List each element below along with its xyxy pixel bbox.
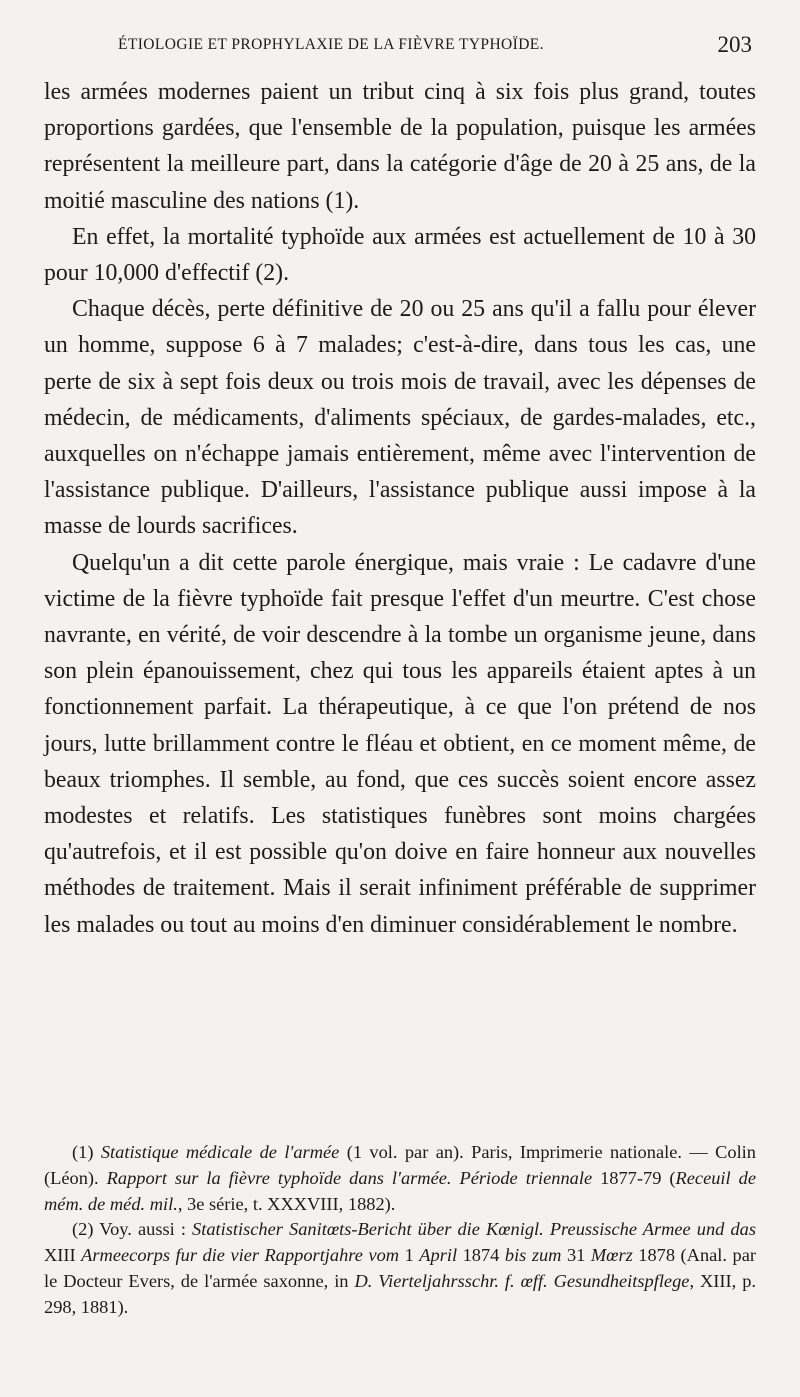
footnote-title: Statistique médicale de l'armée [100,1142,340,1162]
footnote-title: D. Vierteljahrsschr. f. œff. Gesundheitspflege [354,1270,690,1291]
footnote-title: April [419,1245,458,1266]
footnote-text: 31 [561,1245,591,1266]
footnote-text: XIII [44,1245,82,1266]
footnote-text: 1874 [457,1245,505,1266]
footnote-2 [44,1217,756,1320]
footnote-title: Receuil de mém. de méd. mil. [44,1167,756,1214]
paragraph-continued: les armées modernes paient un tribut cinq à six fois plus grand, toutes proportions gardées, que l'ensemble de la population, puisque les armées représentent la meilleure part, dans la catégorie d'âge de 20 à 25 ans, de la moitié masculine des nations (1). [44,79,756,214]
footnote-marker: (2) [72,1219,94,1240]
footnote-author: Colin (Léon). [44,1142,756,1188]
paragraph-therapy: Quelqu'un a dit cette parole énergique, mais vraie : Le cadavre d'une victime de la fièvre typhoïde fait presque l'effet d'un meurtre. C'est chose navrante, en vérité, de voir descendre à la tombe un organisme jeune, dans son plein épanouissement, chez qui tous les appareils étaient aptes à un fonctionnement parfait. La thérapeutique, à ce que l'on prétend de nos jours, lutte brillamment contre le fléau et obtient, en ce moment même, de beaux triomphes. Il semble, au fond, que ces succès soient encore assez modestes et relatifs. Les statistiques funèbres sont moins chargées qu'autrefois, et il est possible qu'on doive en faire honneur aux nouvelles méthodes de traitement. Mais il serait infiniment préférable de supprimer les malades ou tout au moins d'en diminuer considérablement le nombre. [44,549,756,938]
footnote-title: Statistischer Sanitœts-Bericht über die Kœnigl. Preussische Armee und das [192,1219,757,1240]
footnote-text: , XIII, p. 298, 1881). [44,1270,756,1317]
footnote-text: 1877-79 ( [592,1167,676,1188]
footnote-text: 1 [399,1245,420,1266]
footnote-text: , 3e série, t. XXXVIII, 1882). [177,1193,396,1214]
footnote-title: Mœrz [590,1245,633,1266]
paragraph-cost: Chaque décès, perte définitive de 20 ou 25 ans qu'il a fallu pour élever un homme, suppose 6 à 7 malades; c'est-à-dire, dans tous les cas, une perte de six à sept fois deux ou trois mois de travail, avec les dépenses de médecin, de médicaments, d'aliments spéciaux, de gardes-malades, etc., auxquelles on n'échappe jamais entièrement, même avec l'intervention de l'assistance publique. D'ailleurs, l'assistance publique aussi impose à la masse de lourds sacrifices. [44,296,756,540]
footnote-text: Voy. aussi : [99,1219,193,1240]
footnote-title: Rapport sur la fièvre typhoïde dans l'armée. Période triennale [106,1167,593,1188]
footnotes [44,1140,756,1321]
body-text [44,74,756,943]
footnote-text: (1 vol. par an). Paris, Imprimerie nationale. — [339,1142,716,1162]
page-number: 203 [717,32,752,57]
footnote-text: 1878 (Anal. par le Docteur Evers, de l'armée saxonne, in [44,1245,756,1291]
footnote-title: bis zum [504,1245,562,1266]
running-title: ÉTIOLOGIE ET PROPHYLAXIE DE LA FIÈVRE TYPHOÏDE. [118,36,544,53]
footnote-marker: (1) [72,1142,94,1162]
footnote-1 [44,1140,756,1217]
paragraph-mortality: En effet, la mortalité typhoïde aux armées est actuellement de 10 à 30 pour 10,000 d'effectif (2). [44,223,756,287]
footnote-text [99,1168,107,1188]
footnote-title: Armeecorps fur die vier Rapportjahre vom [81,1245,400,1266]
running-head [118,32,752,64]
